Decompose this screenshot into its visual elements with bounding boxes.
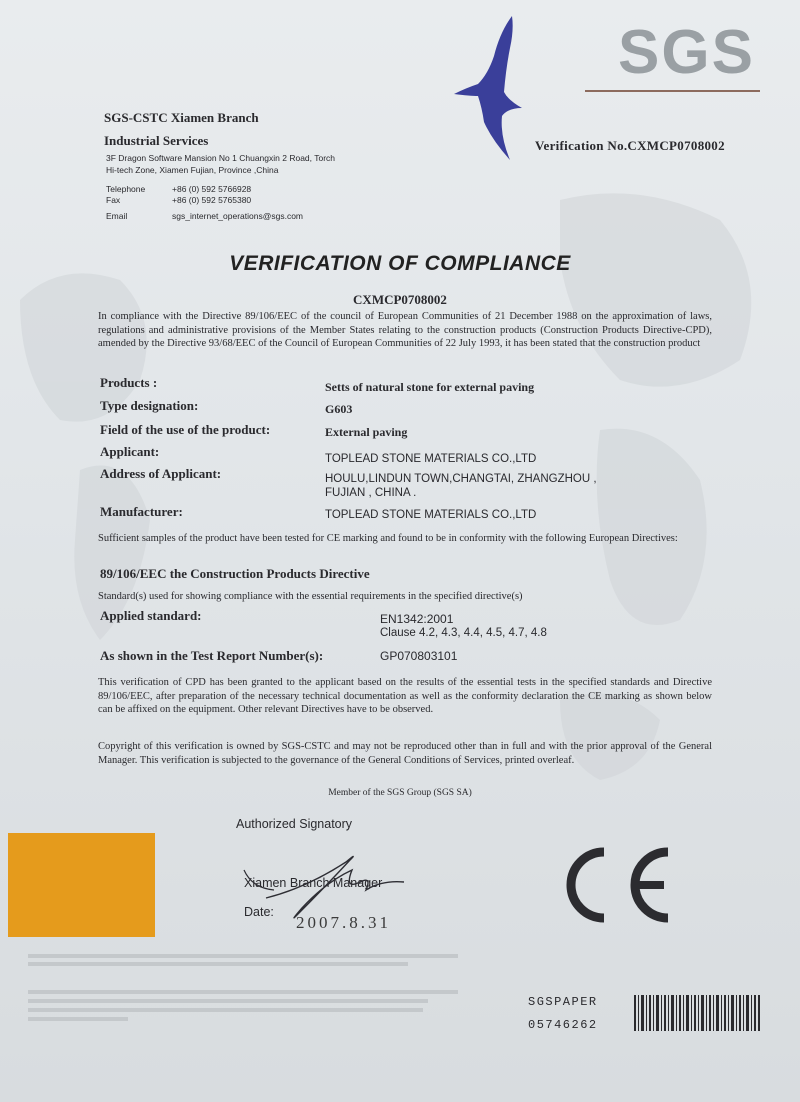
intro-paragraph: In compliance with the Directive 89/106/EEC of the council of European Communities of 21 December 1988 on the approximation of laws, regulations and administrative provisions of the Member States relating to the construction products (Construction Products Directive-CPD), amended by the Directive 93/68/EEC of the Council of European Communities of 22 July 1993, it has been stated that the construction product	[98, 311, 712, 349]
date-label: Date:	[244, 905, 274, 919]
copyright-paragraph: Copyright of this verification is owned by SGS-CSTC and may not be reproduced other than in full and with the prior approval of the General Manager. This verification is subjected to the governance of the General Conditions of Services, printed overleaf.	[98, 741, 712, 766]
paper-label: SGSPAPER	[528, 995, 598, 1009]
fax-row	[106, 195, 303, 206]
test-report-value: GP070803101	[380, 649, 458, 663]
branch-address	[106, 152, 335, 176]
telephone-label: Telephone	[106, 184, 146, 194]
division-name: Industrial Services	[104, 133, 209, 148]
address-of-applicant-value	[325, 472, 597, 500]
applicant-label: Applicant:	[100, 444, 160, 459]
type-designation-label: Type designation:	[100, 398, 199, 413]
ce-mark	[556, 842, 676, 928]
applied-standard-label: Applied standard:	[100, 608, 202, 623]
orange-seal-stamp	[8, 833, 155, 937]
fine-print-top	[28, 952, 458, 970]
fax-label: Fax	[106, 195, 121, 205]
date-value: 2007.8.31	[296, 913, 391, 932]
applicant-value: TOPLEAD STONE MATERIALS CO.,LTD	[325, 453, 537, 465]
sgs-logo: SGS	[618, 18, 755, 87]
email-row	[106, 211, 303, 222]
document-title: VERIFICATION OF COMPLIANCE	[229, 252, 571, 275]
handwritten-signature	[226, 830, 426, 930]
address-line-1: 3F Dragon Software Mansion No 1 Chuangxin 2 Road, Torch	[106, 153, 335, 163]
test-report-label: As shown in the Test Report Number(s):	[100, 648, 324, 663]
verification-number: Verification No.CXMCP0708002	[535, 138, 725, 153]
telephone-row	[106, 184, 303, 195]
cpd-paragraph: This verification of CPD has been granted to the applicant based on the results of the essential tests in the specified standards and Directive 89/106/EEC, after preparation of the necessary technical documentation as well as the conformity declaration the CE marking as shown below can be affixed on the equipment. Other relevant Directives have to be observed.	[98, 677, 712, 715]
applicant-address-line-1: HOULU,LINDUN TOWN,CHANGTAI, ZHANGZHOU ,	[325, 473, 597, 485]
manufacturer-value: TOPLEAD STONE MATERIALS CO.,LTD	[325, 509, 537, 521]
fine-print-bottom	[28, 988, 458, 1026]
signatory-title: Xiamen Branch Manager	[244, 876, 383, 890]
type-designation-value: G603	[325, 402, 353, 416]
products-label: Products :	[100, 375, 158, 390]
branch-name: SGS-CSTC Xiamen Branch	[104, 110, 259, 125]
products-value: Setts of natural stone for external paving	[325, 380, 535, 394]
applied-standard-value: EN1342:2001	[380, 612, 454, 626]
standards-paragraph: Standard(s) used for showing compliance with the essential requirements in the specified directive(s)	[98, 591, 523, 602]
fax-value: +86 (0) 592 5765380	[172, 195, 252, 205]
field-of-use-value: External paving	[325, 425, 408, 439]
contact-block	[106, 184, 303, 222]
member-line: Member of the SGS Group (SGS SA)	[328, 788, 472, 798]
certificate-number: CXMCP0708002	[353, 292, 447, 307]
applicant-address-line-2: FUJIAN , CHINA .	[325, 487, 417, 499]
sgs-eagle-logo	[448, 12, 528, 162]
barcode	[634, 995, 762, 1031]
email-label: Email	[106, 211, 128, 221]
manufacturer-label: Manufacturer:	[100, 504, 183, 519]
paper-serial: 05746262	[528, 1018, 598, 1032]
address-of-applicant-label: Address of Applicant:	[100, 466, 222, 481]
directive-name: 89/106/EEC the Construction Products Directive	[100, 566, 370, 581]
email-value: sgs_internet_operations@sgs.com	[172, 211, 304, 221]
field-of-use-label: Field of the use of the product:	[100, 422, 271, 437]
samples-paragraph: Sufficient samples of the product have been tested for CE marking and found to be in conformity with the following European Directives:	[98, 533, 678, 544]
authorized-signatory-label: Authorized Signatory	[236, 817, 353, 831]
logo-underline	[585, 90, 760, 92]
clauses-value: Clause 4.2, 4.3, 4.4, 4.5, 4.7, 4.8	[380, 627, 547, 639]
address-line-2: Hi-tech Zone, Xiamen Fujian, Province ,China	[106, 165, 279, 175]
telephone-value: +86 (0) 592 5766928	[172, 184, 252, 194]
